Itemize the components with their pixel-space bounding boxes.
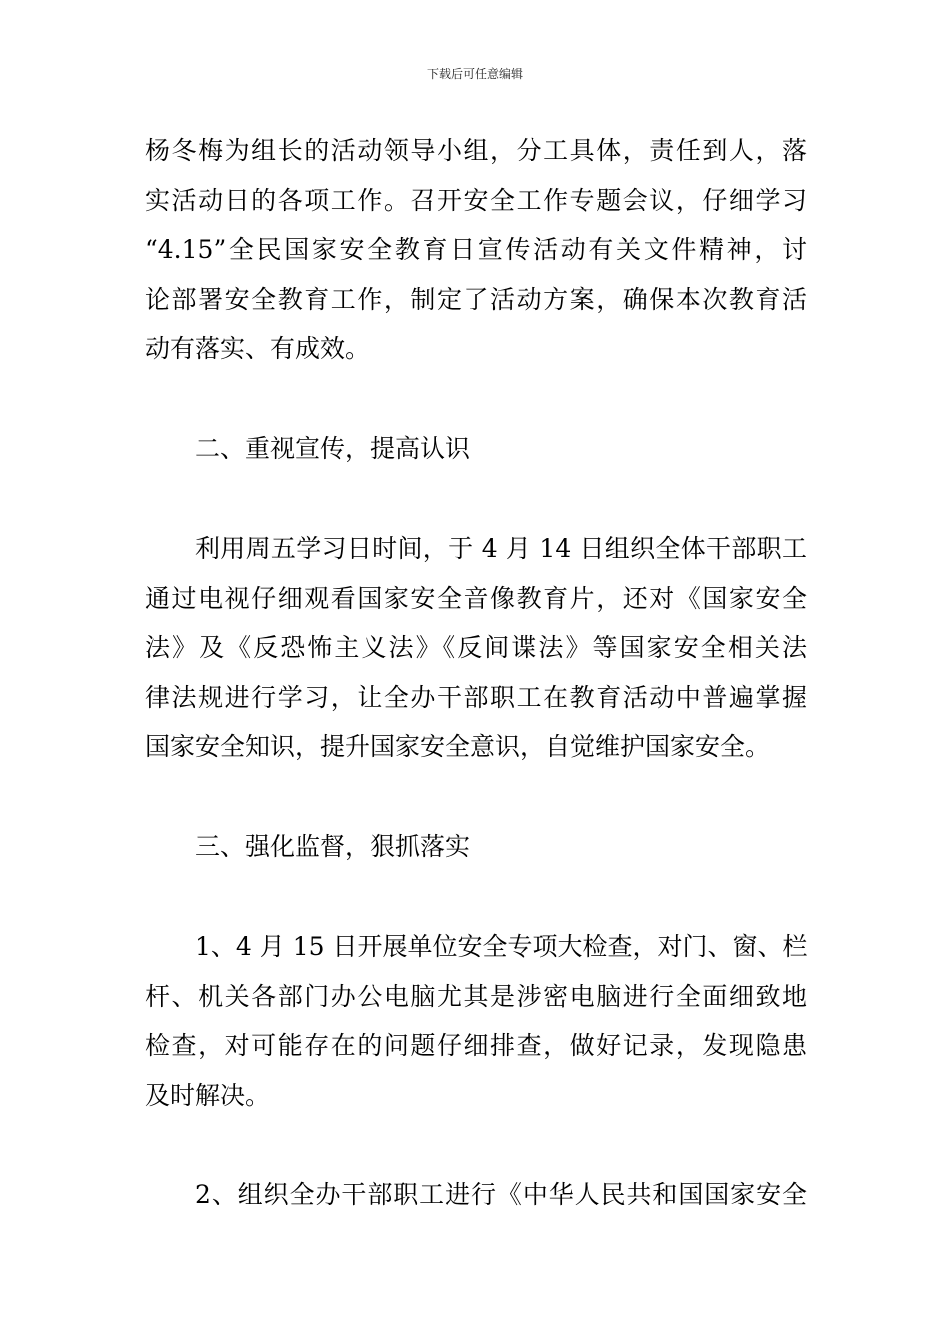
section-heading-text: 三、强化监督，狠抓落实	[195, 832, 471, 861]
section-heading-2	[145, 424, 807, 474]
section-heading-3	[145, 822, 807, 872]
section-heading-text: 二、重视宣传，提高认识	[195, 434, 471, 463]
page-header: 下载后可任意编辑	[426, 67, 523, 81]
paragraph-line: 律法规进行学习，让全办干部职工在教育活动中普遍掌握	[145, 682, 807, 712]
paragraph-line: 法》及《反恐怖主义法》《反间谍法》等国家安全相关法	[145, 633, 807, 662]
paragraph-line: 杨冬梅为组长的活动领导小组，分工具体，责任到人，落	[145, 136, 807, 165]
paragraph-line: 动有落实、有成效。	[145, 334, 371, 363]
paragraph-line: 2、组织全办干部职工进行《中华人民共和国国家安全	[195, 1180, 807, 1209]
paragraph-line: 国家安全知识，提升国家安全意识，自觉维护国家安全。	[145, 732, 771, 761]
paragraph-line: 检查，对可能存在的问题仔细排查，做好记录，发现隐患	[145, 1031, 807, 1060]
paragraph-1	[145, 126, 807, 374]
paragraph-line: 论部署安全教育工作，制定了活动方案，确保本次教育活	[145, 284, 807, 314]
paragraph-line: 1、4 月 15 日开展单位安全专项大检查，对门、窗、栏	[195, 932, 808, 961]
paragraph-line: 实活动日的各项工作。召开安全工作专题会议，仔细学习	[145, 185, 807, 215]
paragraph-line: 利用周五学习日时间，于 4 月 14 日组织全体干部职工	[195, 534, 807, 563]
paragraph-line: 杆、机关各部门办公电脑尤其是涉密电脑进行全面细致地	[145, 981, 807, 1011]
paragraph-2	[145, 524, 807, 772]
paragraph-line: 及时解决。	[145, 1080, 271, 1110]
paragraph-line: 通过电视仔细观看国家安全音像教育片，还对《国家安全	[145, 583, 807, 613]
paragraph-3	[145, 922, 807, 1120]
paragraph-4	[145, 1170, 807, 1220]
paragraph-line: “4.15”全民国家安全教育日宣传活动有关文件精神，讨	[145, 235, 807, 264]
